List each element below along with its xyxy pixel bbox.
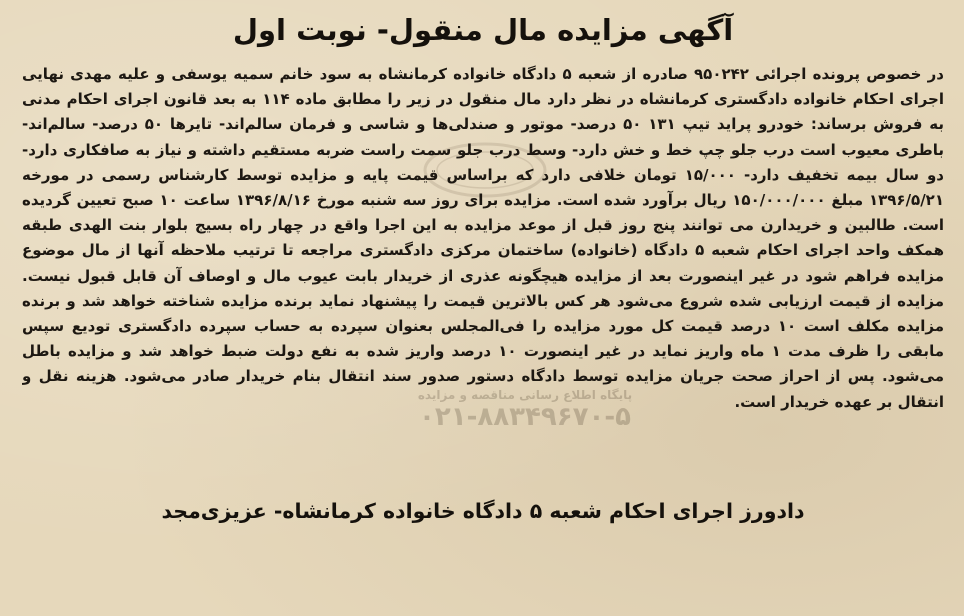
notice-signature: دادورز اجرای احکام شعبه ۵ دادگاه خانواده کرمانشاه- عزیزی‌مجد: [161, 499, 805, 523]
watermark-site-name: پایگاه اطلاع رسانی مناقصه و مزایده: [417, 388, 633, 402]
notice-body: در خصوص پرونده اجرائی ۹۵۰۲۴۲ صادره از شعبه ۵ دادگاه خانواده کرمانشاه به سود خانم سمیه یوسفی و علیه مهدی نهایی اجرای احکام خانواده دادگستری کرمانشاه در نظر دارد مال منقول در زیر را مطابق ماده ۱۱۴ به بعد قانون اجرای احکام مدنی به فروش برساند: خودرو پراید تیپ ۱۳۱ ۵۰ درصد- موتور و صندلی‌ها و شاسی و فرمان سالم‌اند- تایرها ۵۰ درصد- سالم‌اند- باطری معیوب است درب جلو چپ خط و خش دارد- وسط درب جلو سمت راست ضربه مستقیم داشته و نیاز به صافکاری دارد- دو سال بیمه تخفیف دارد- ۱۵/۰۰۰ تومان خلافی دارد که براساس قیمت پایه و مزایده توسط کارشناس رسمی در مورخه ۱۳۹۶/۵/۲۱ مبلغ ۱۵۰/۰۰۰/۰۰۰ ریال برآورد شده است. مزایده برای روز سه شنبه مورخ ۱۳۹۶/۸/۱۶ ساعت ۱۰ صبح تعیین گردیده است. طالبین و خریدارن می توانند پنج روز قبل از موعد مزایده به این اجرا واقع در چهار راه بسیج بلوار بنت الهدی طبقه همکف واحد اجرای احکام شعبه ۵ دادگاه (خانواده) ساختمان مرکزی دادگستری مراجعه تا ترتیب ملاحظه آنها از مال موضوع مزایده فراهم شود در غیر اینصورت بعد از مزایده هیچگونه عذری از خریدار بابت عیوب مال و اوصاف آن قابل قبول نیست. مزایده از قیمت ارزیابی شده شروع می‌شود هر کس بالاترین قیمت را پیشنهاد نماید برنده مزایده شناخته خواهد شد و برنده مزایده مکلف است ۱۰ درصد قیمت کل مورد مزایده را فی‌المجلس بعنوان سپرده به حساب سپرده دادگستری تودیع سپس مابقی را ظرف مدت ۱ ماه واریز نماید در غیر اینصورت ۱۰ درصد واریز شده به نفع دولت ضبط خواهد شد و مزایده باطل می‌شود. پس از احراز صحت جریان مزایده توسط دادگاه دستور صدور سند انتقال بنام خریدار صادر می‌شود. هزینه نقل و انتقال بر عهده خریدار است.: [22, 65, 944, 411]
watermark-phone: ۰۲۱-۸۸۳۴۹۶۷۰-۵: [418, 402, 631, 432]
notice-title: آگهی مزایده مال منقول- نوبت اول: [232, 13, 734, 47]
